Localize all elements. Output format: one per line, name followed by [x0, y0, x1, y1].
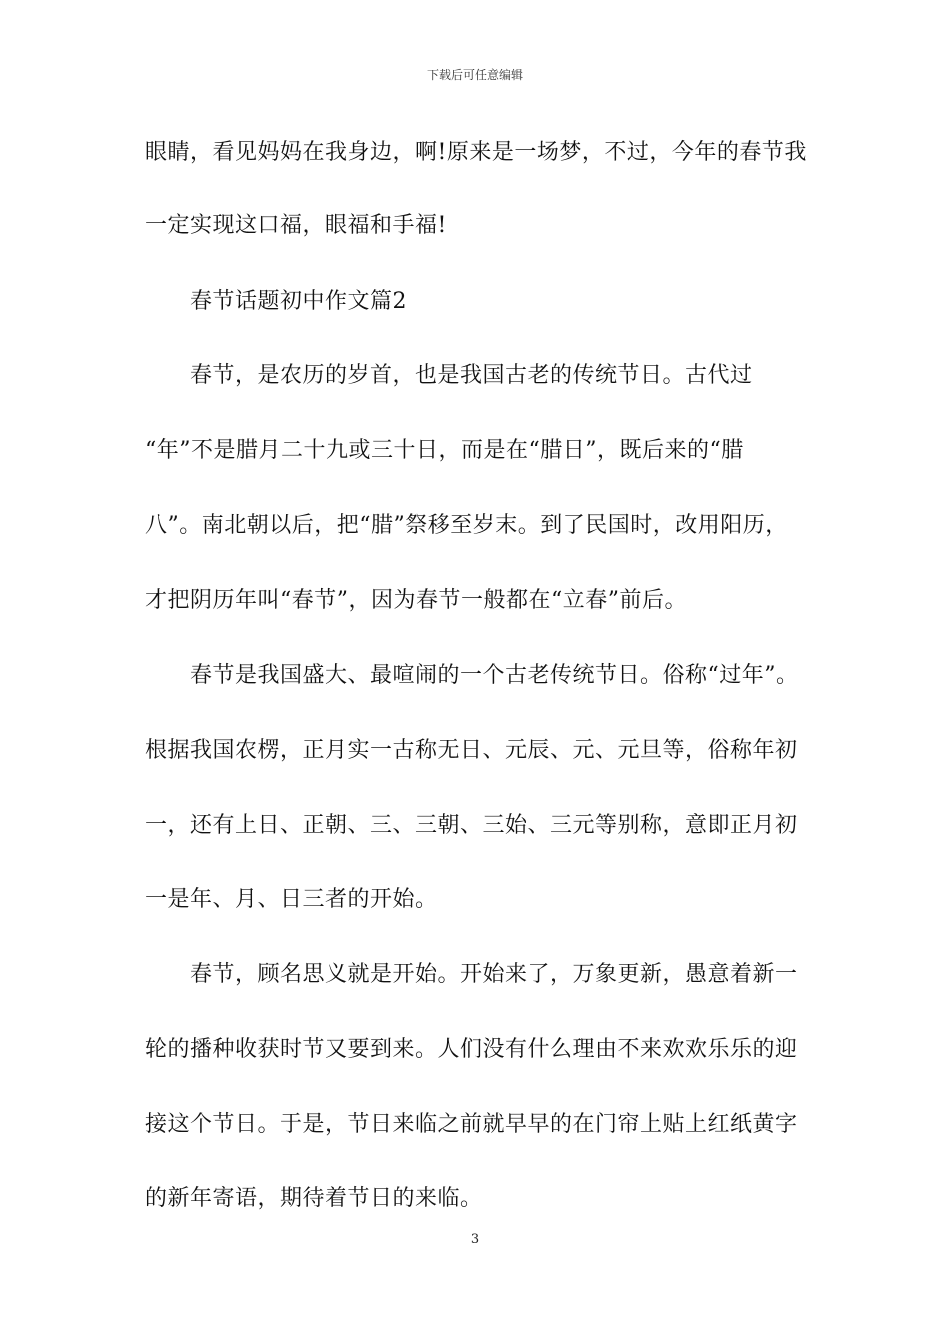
body-line-9: 根据我国农楞，正月实一古称无日、元辰、元、元旦等，俗称年初: [145, 738, 798, 763]
body-line-6: 八”。南北朝以后，把“腊”祭移至岁末。到了民国时，改用阳历，: [145, 513, 788, 538]
body-line-8: 春节是我国盛大、最喧闹的一个古老传统节日。俗称“过年”。: [190, 663, 799, 688]
body-line-13: 轮的播种收获时节又要到来。人们没有什么理由不来欢欢乐乐的迎: [145, 1037, 798, 1062]
body-line-7: 才把阴历年叫“春节”，因为春节一般都在“立春”前后。: [145, 588, 687, 613]
body-line-5: “年”不是腊月二十九或三十日，而是在“腊日”，既后来的“腊: [145, 438, 744, 463]
body-line-2: 一定实现这口福，眼福和手福!: [145, 213, 447, 238]
section-heading: 春节话题初中作文篇2: [190, 289, 407, 314]
body-line-11: 一是年、月、日三者的开始。: [145, 887, 438, 912]
body-line-12: 春节，顾名思义就是开始。开始来了，万象更新，愚意着新一: [190, 962, 798, 987]
page-number: 3: [470, 1232, 480, 1247]
body-line-14: 接这个节日。于是，节日来临之前就早早的在门帘上贴上红纸黄字: [145, 1112, 798, 1137]
page-header: 下载后可任意编辑: [426, 68, 523, 82]
body-line-4: 春节，是农历的岁首，也是我国古老的传统节日。古代过: [190, 363, 753, 388]
body-line-10: 一，还有上日、正朝、三、三朝、三始、三元等别称，意即正月初: [145, 813, 798, 838]
body-line-1: 眼睛，看见妈妈在我身边，啊!原来是一场梦，不过，今年的春节我: [145, 140, 807, 165]
body-line-15: 的新年寄语，期待着节日的来临。: [145, 1186, 483, 1211]
